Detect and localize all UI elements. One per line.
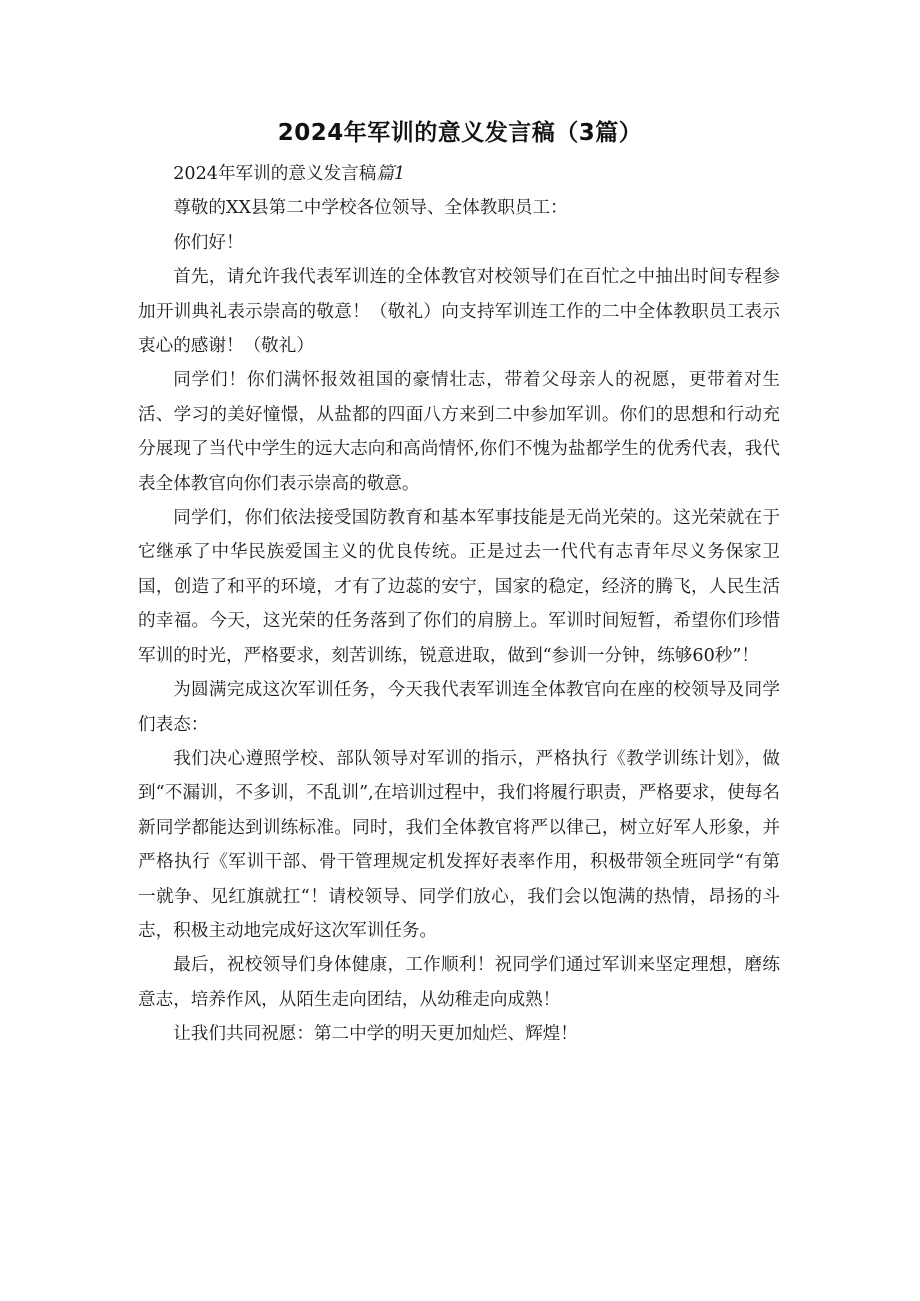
paragraph-pledge: 我们决心遵照学校、部队领导对军训的指示，严格执行《教学训练计划》，做到“不漏训，不多训，不乱训”,在培训过程中，我们将履行职责，严格要求，使每名新同学都能达到训练标准。同时，我们全体教官将严以律己，树立好军人形象，并严格执行《军训干部、骨干管理规定机发挥好表率作用，积极带领全班同学“有第一就争、见红旗就扛“！请校领导、同学们放心，我们会以饱满的热情，昂扬的斗志，积极主动地完成好这次军训任务。 bbox=[138, 748, 780, 941]
document-title: 2024年军训的意义发言稿（3篇） bbox=[277, 120, 643, 146]
greeting: 你们好！ bbox=[173, 232, 244, 253]
paragraph-wishes: 最后，祝校领导们身体健康，工作顺利！祝同学们通过军训来坚定理想，磨练意志，培养作风，从陌生走向团结，从幼稚走向成熟！ bbox=[138, 955, 780, 1010]
subtitle-main: 2024年军训的意义发言稿 bbox=[173, 164, 377, 184]
paragraph-closing: 让我们共同祝愿：第二中学的明天更加灿烂、辉煌！ bbox=[173, 1024, 578, 1045]
section-subtitle bbox=[138, 157, 780, 191]
subtitle-part: 篇1 bbox=[376, 164, 406, 184]
paragraph-students: 同学们！你们满怀报效祖国的豪情壮志，带着父母亲人的祝愿，更带着对生活、学习的美好憧憬，从盐都的四面八方来到二中参加军训。你们的思想和行动充分展现了当代中学生的远大志向和高尚情怀,你们不愧为盐都学生的优秀代表，我代表全体教官向你们表示崇高的敬意。 bbox=[138, 370, 780, 494]
salutation: 尊敬的XX县第二中学校各位领导、全体教职员工： bbox=[173, 198, 568, 219]
document-body bbox=[138, 157, 780, 1052]
paragraph-opening: 首先，请允许我代表军训连的全体教官对校领导们在百忙之中抽出时间专程参加开训典礼表示崇高的敬意！（敬礼）向支持军训连工作的二中全体教职员工表示衷心的感谢！（敬礼） bbox=[138, 267, 780, 357]
paragraph-pledge-intro: 为圆满完成这次军训任务，今天我代表军训连全体教官向在座的校领导及同学们表态： bbox=[138, 680, 780, 735]
paragraph-honor: 同学们，你们依法接受国防教育和基本军事技能是无尚光荣的。这光荣就在于它继承了中华民族爱国主义的优良传统。正是过去一代代有志青年尽义务保家卫国，创造了和平的环境，才有了边蕊的安宁，国家的稳定，经济的腾飞，人民生活的幸福。今天，这光荣的任务落到了你们的肩膀上。军训时间短暂，希望你们珍惜军训的时光，严格要求，刻苦训练，锐意进取，做到“参训一分钟，练够60秒”！ bbox=[138, 508, 780, 666]
